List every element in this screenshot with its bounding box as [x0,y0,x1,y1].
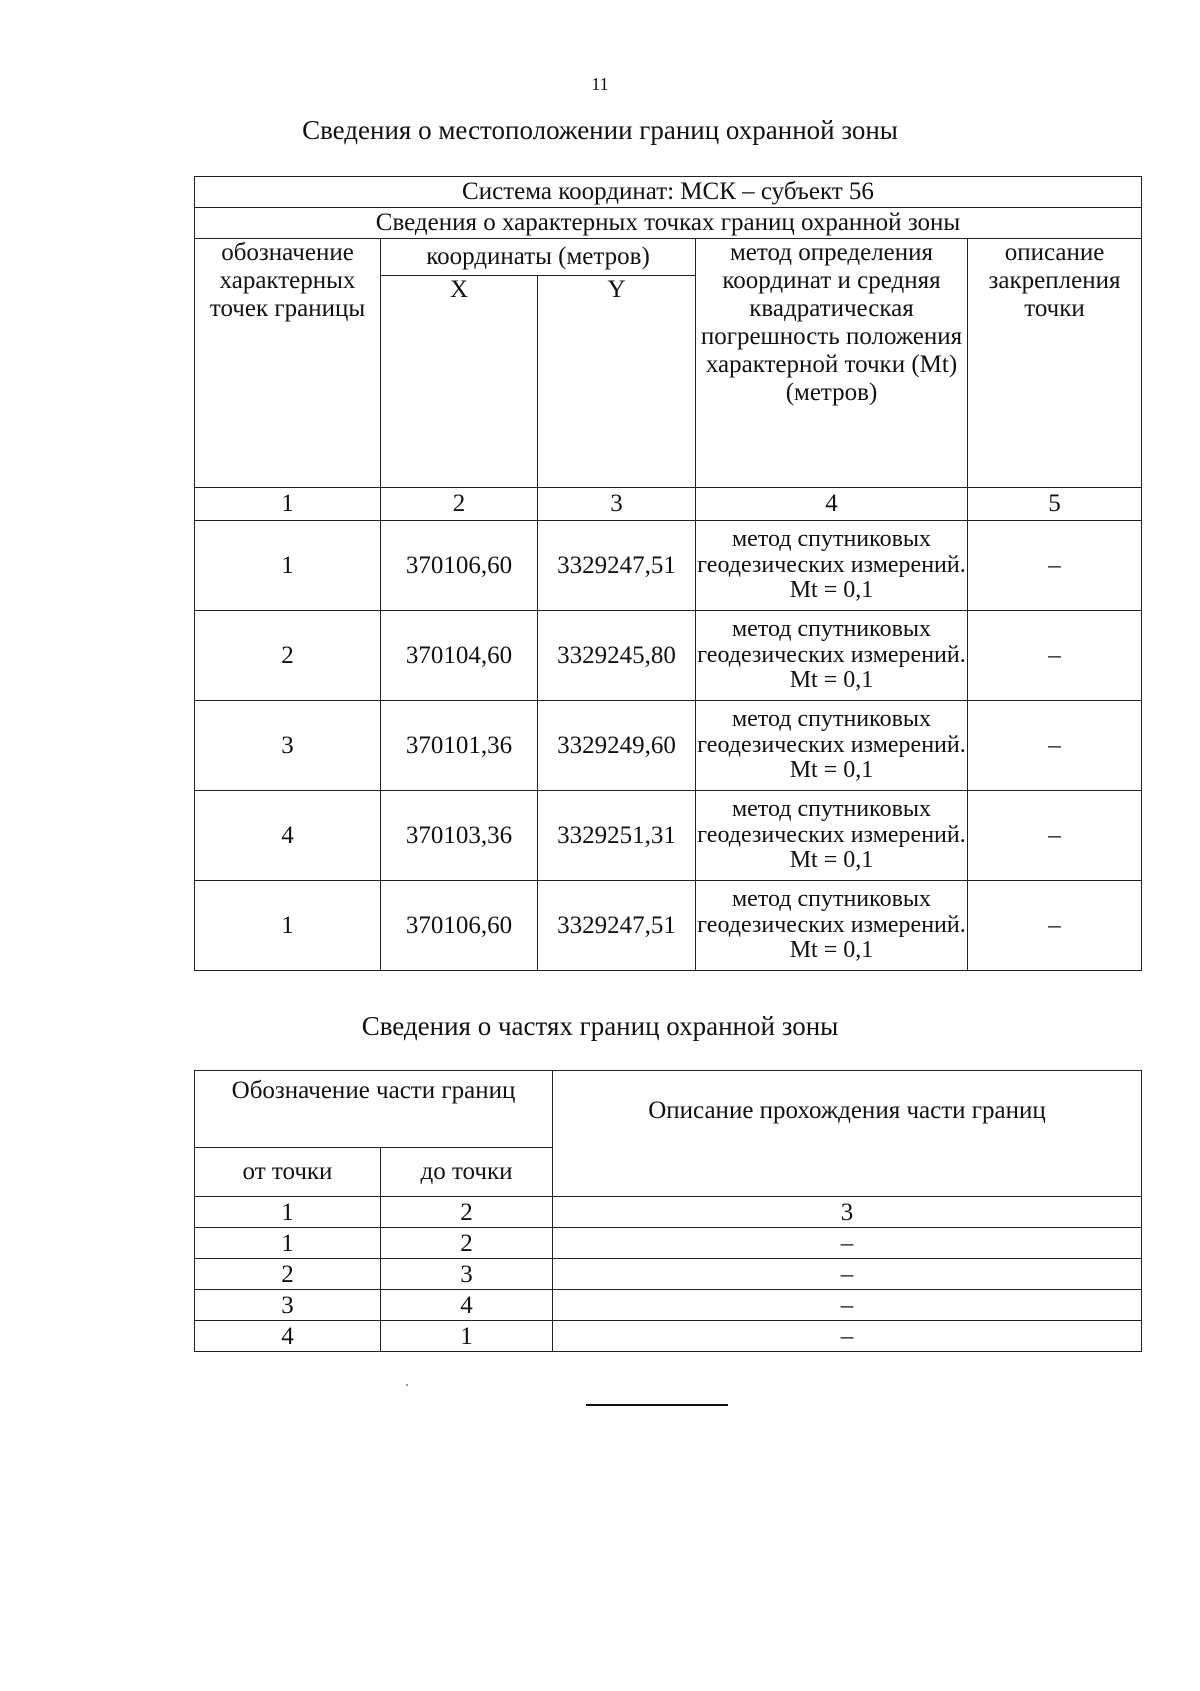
col-number: 2 [381,1197,553,1228]
x-coordinate: 370106,60 [381,521,538,611]
y-coordinate: 3329247,51 [538,521,696,611]
boundary-points-table [194,176,1142,971]
table-row [195,521,1142,611]
part-description: – [553,1290,1142,1321]
coordinate-system-header: Система координат: МСК – субъект 56 [195,177,1142,208]
table-row [195,1290,1142,1321]
section-title-location: Сведения о местоположении границ охранной зоны [302,115,898,145]
table-row [195,1228,1142,1259]
part-designation-header: Обозначение части границ [195,1071,553,1148]
y-coordinate: 3329245,80 [538,611,696,701]
boundary-parts-table [194,1070,1142,1352]
y-coordinate: 3329251,31 [538,791,696,881]
point-designation: 1 [195,521,381,611]
col-number: 5 [968,488,1142,521]
point-designation: 2 [195,611,381,701]
from-point: 2 [195,1259,381,1290]
section-title-parts: Сведения о частях границ охранной зоны [361,1011,839,1041]
description-cell: – [968,611,1142,701]
col-number: 1 [195,1197,381,1228]
table-row [195,611,1142,701]
table-row [195,881,1142,971]
to-point-header: до точки [381,1148,553,1197]
x-header: X [381,276,538,488]
table-row [195,701,1142,791]
points-subtitle-header: Сведения о характерных точках границ охранной зоны [195,208,1142,239]
method-cell: метод спутниковых геодезических измерений. Mt = 0,1 [696,521,968,611]
method-cell: метод спутниковых геодезических измерений. Mt = 0,1 [696,611,968,701]
table-row [195,1321,1142,1352]
method-cell: метод спутниковых геодезических измерений. Mt = 0,1 [696,701,968,791]
description-cell: – [968,521,1142,611]
to-point: 3 [381,1259,553,1290]
column-numbers-row [195,1197,1142,1228]
coordinates-header: координаты (метров) [381,239,696,276]
from-point: 4 [195,1321,381,1352]
method-header: метод определения координат и средняя квадратическая погрешность положения характерной точки (Mt) (метров) [696,239,968,488]
description-cell: – [968,881,1142,971]
table-row [195,791,1142,881]
description-cell: – [968,701,1142,791]
x-coordinate: 370103,36 [381,791,538,881]
part-description: – [553,1259,1142,1290]
x-coordinate: 370106,60 [381,881,538,971]
description-cell: – [968,791,1142,881]
description-header: описание закрепления точки [968,239,1142,488]
scan-speck [406,1384,408,1386]
designation-header: обозначение характерных точек границы [195,239,381,488]
part-description: – [553,1228,1142,1259]
page-number: 11 [591,74,609,94]
to-point: 1 [381,1321,553,1352]
point-designation: 1 [195,881,381,971]
x-coordinate: 370104,60 [381,611,538,701]
table-row [195,1259,1142,1290]
column-numbers-row [195,488,1142,521]
col-number: 2 [381,488,538,521]
to-point: 2 [381,1228,553,1259]
x-coordinate: 370101,36 [381,701,538,791]
col-number: 3 [538,488,696,521]
from-point: 3 [195,1290,381,1321]
to-point: 4 [381,1290,553,1321]
end-rule [586,1404,728,1406]
y-coordinate: 3329247,51 [538,881,696,971]
from-point: 1 [195,1228,381,1259]
y-header: Y [538,276,696,488]
col-number: 1 [195,488,381,521]
col-number: 4 [696,488,968,521]
col-number: 3 [553,1197,1142,1228]
from-point-header: от точки [195,1148,381,1197]
method-cell: метод спутниковых геодезических измерений. Mt = 0,1 [696,791,968,881]
part-description: – [553,1321,1142,1352]
point-designation: 3 [195,701,381,791]
method-cell: метод спутниковых геодезических измерений. Mt = 0,1 [696,881,968,971]
point-designation: 4 [195,791,381,881]
part-description-header: Описание прохождения части границ [553,1071,1142,1197]
y-coordinate: 3329249,60 [538,701,696,791]
